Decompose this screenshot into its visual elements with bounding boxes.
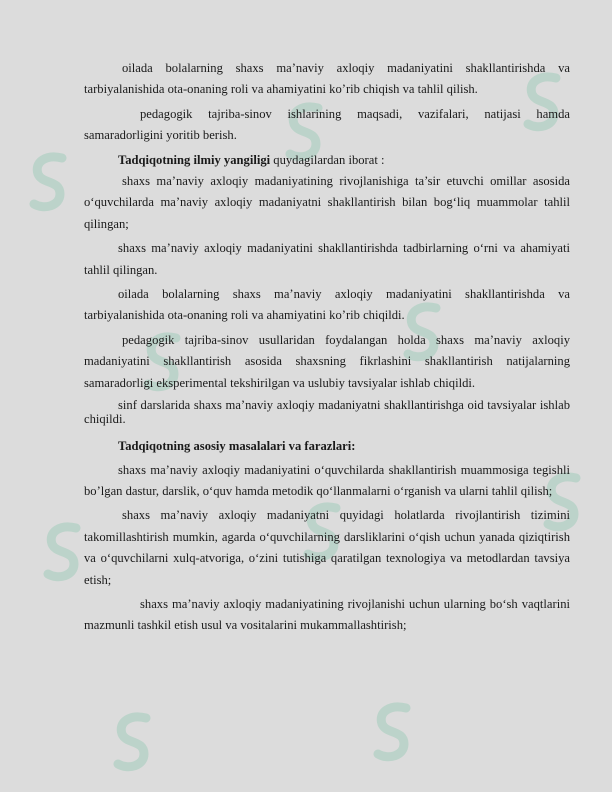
document-body xyxy=(84,58,570,637)
paragraph: pedagogik tajriba-sinov ishlarining maqsadi, vazifalari, natijasi hamda samaradorligini yoritib berish. xyxy=(84,106,570,143)
paragraph: pedagogik tajriba-sinov usullaridan foydalangan holda shaxs ma’naviy axloqiy madaniyatini shakllantirish asosida shaxsning fikrlashini shakllantirish natijalarning samaradorligi eksperimental tekshirilgan va uslubiy tavsiyalar ishlab chiqildi. xyxy=(84,332,570,390)
paragraph: shaxs ma’naviy axloqiy madaniyatni quyidagi holatlarda rivojlantirish tizimini takomillashtirish mumkin, agarda o‘quvchilarning darsliklarini o‘qish uchun yanada qiziqtirish va o‘quvchilarni xulq-atvoriga, o‘zini tutishiga qaratilgan texnologiya va metodlardan tavsiya etish; xyxy=(84,508,570,587)
paragraph: shaxs ma’naviy axloqiy madaniyatini shakllantirishda tadbirlarning o‘rni va ahamiyati tahlil qilingan. xyxy=(84,241,570,277)
paragraph: sinf darslarida shaxs ma’naviy axloqiy madaniyatni shakllantirishga oid tavsiyalar ishlab chiqildi. xyxy=(84,398,570,427)
section-heading: Tadqiqotning ilmiy yangiligi quydagilardan iborat : xyxy=(118,152,385,167)
watermark-logo-icon xyxy=(110,710,156,780)
paragraph: oilada bolalarning shaxs ma’naviy axloqiy madaniyatini shakllantirishda va tarbiyalanishida ota-onaning roli va ahamiyatini ko’rib chiqish va tahlil qilish. xyxy=(84,61,570,97)
paragraph: shaxs ma’naviy axloqiy madaniyatini o‘quvchilarda shakllantirish muammosiga tegishli bo’lgan dastur, darslik, o‘quv hamda metodik qo‘llanmalarni o‘rganish va ularni tahlil qilish; xyxy=(84,462,570,498)
watermark-logo-icon xyxy=(26,150,72,220)
paragraph: oilada bolalarning shaxs ma’naviy axloqiy madaniyatini shakllantirishda va tarbiyalanishida ota-onaning roli va ahamiyatini ko’rib chiqildi. xyxy=(84,287,570,323)
paragraph: shaxs ma’naviy axloqiy madaniyatining rivojlanishiga ta’sir etuvchi omillar asosida o‘quvchilarda ma’naviy axloqiy madaniyatni shakllantirish bilan bog‘liq muammolar tahlil qilingan; xyxy=(84,174,570,231)
watermark-logo-icon xyxy=(370,700,416,770)
section-heading: Tadqiqotning asosiy masalalari va farazlari: xyxy=(118,439,356,454)
watermark-logo-icon xyxy=(40,520,86,590)
paragraph: shaxs ma’naviy axloqiy madaniyatining rivojlanishi uchun ularning bo‘sh vaqtlarini mazmunli tashkil etish usul va vositalarini mukammallashtirish; xyxy=(84,596,570,633)
